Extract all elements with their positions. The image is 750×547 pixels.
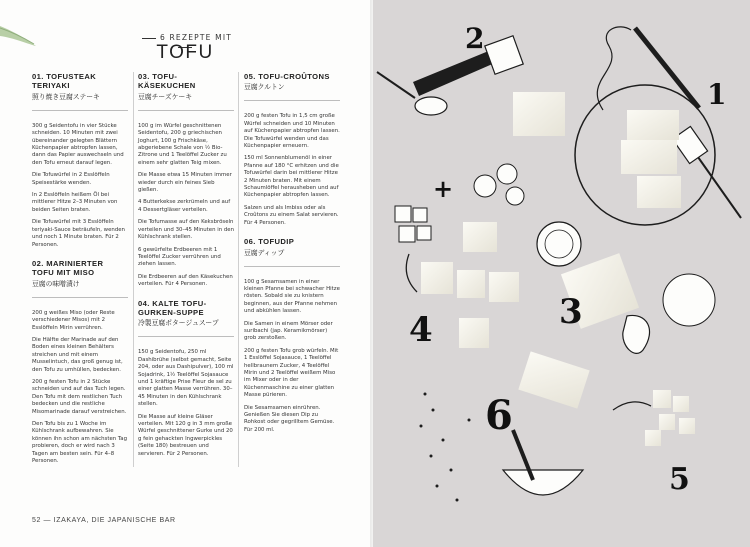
mortar-bowl-drawing: [503, 430, 583, 495]
tofu-pieces-pan: [513, 92, 681, 208]
recipe-step: 200 g festen Tofu grob würfeln. Mit 1 Esslöffel Sojasauce, 1 Teelöffel hellbraunem Zucker, 4 Teelöffel Mirin und 2 Teelöffel weißem Miso im Mixer oder in der Küchenmaschine zu einer glatten Masse pürieren.: [244, 347, 339, 399]
recipe-05: [244, 72, 340, 227]
recipe-title: 03. TOFU-KÄSEKUCHEN: [138, 72, 196, 91]
step-number-5: 5: [669, 462, 690, 497]
recipe-title: 02. MARINIERTER TOFU MIT MISO: [32, 258, 104, 278]
recipe-03: [138, 72, 234, 289]
header-kicker: 6 REZEPTE MIT: [130, 33, 240, 51]
recipe-step: 150 ml Sonnenblumenöl in einer Pfanne auf 180 °C erhitzen und die Tofuwürfel darin bei mittlerer Hitze 2 Minuten braten. Mit einem Schaumlöffel herausheben und auf Küchenpapier abtropfen lassen.: [244, 155, 339, 199]
divider: [138, 336, 234, 337]
recipe-step: 4 Butterkekse zerkrümeln und auf 4 Dessertgläser verteilen.: [138, 199, 231, 213]
recipe-step: Die Tofuwürfel in 2 Esslöffeln Speisestärke wenden.: [32, 172, 110, 186]
recipe-title: 04. KALTE TOFU-GURKEN-SUPPE: [138, 298, 207, 317]
recipe-step: Die Tofuwürfel mit 3 Esslöffeln teriyaki-Sauce beträufeln, wenden und noch 1 Minute braten. Für 2 Personen.: [32, 219, 125, 248]
recipe-step: 100 g Sesamsamen in einer kleinen Pfanne bei schwacher Hitze rösten. Sobald sie zu knistern beginnen, aus der Pfanne nehmen und abkühlen lassen.: [244, 278, 340, 315]
step-number-4: 4: [409, 310, 433, 350]
recipe-step: 200 g weißes Miso (oder Reste verschiedener Misos) mit 2 Esslöffeln Mirin verrühren.: [32, 309, 115, 331]
recipe-step: 100 g im Würfel geschnittenen Seidentofu, 200 g griechischen Joghurt, 100 g Frischkäse, abgeriebene Schale von ½ Bio-Zitrone und 1 Teelöffel Zucker zu einem sehr glatten Teig mixen.: [138, 122, 227, 166]
recipe-step: Den Tofu bis zu 1 Woche im Kühlschrank aufbewahren. Sie können ihn schon am nächsten Tag probieren, doch er wird nach 3 Tagen am besten sein. Für 4–8 Personen.: [32, 421, 128, 465]
recipe-step: Die Tofumasse auf den Keksbröseln verteilen und 30–45 Minuten in den Kühlschrank stellen.: [138, 219, 235, 241]
tofu-illustration: [373, 0, 750, 547]
left-page: [0, 0, 373, 547]
recipe-step: Die Masse auf kleine Gläser verteilen. Mit 120 g in 3 mm große Würfel geschnittener Gurke und 20 g fein gehackten Ingwerpickles (Seite 180) bestreuen und servieren. Für 2 Personen.: [138, 413, 233, 457]
page-title: TOFU: [156, 42, 214, 63]
step-number-6: 6: [485, 392, 513, 439]
recipe-04: [138, 299, 234, 459]
cracker-drawing: [663, 274, 715, 326]
column-1: [32, 72, 128, 475]
recipe-japanese-title: 冷製豆腐ポタージュスープ: [138, 319, 219, 328]
strawberry-drawing: [623, 315, 650, 353]
tofu-stack-drawing: [395, 206, 431, 242]
recipe-japanese-title: 豆腐チーズケーキ: [138, 92, 193, 101]
recipe-title: 01. TOFUSTEAK TERIYAKI: [32, 72, 97, 91]
recipe-japanese-title: 照り焼き豆腐ステーキ: [32, 92, 100, 101]
recipe-01: [32, 72, 128, 249]
recipe-japanese-title: 豆腐ディップ: [244, 248, 285, 257]
recipe-step: 6 gewürfelte Erdbeeren mit 1 Teelöffel Zucker verrühren und ziehen lassen.: [138, 246, 221, 268]
right-page-photo: [373, 0, 750, 547]
step-number-1: 1: [707, 78, 727, 111]
recipe-step: 200 g festen Tofu in 1,5 cm große Würfel schneiden und 10 Minuten auf Küchenpapier abtropfen lassen. Die Tofuwürfel wenden und das Küchenpapier erneuern.: [244, 113, 340, 150]
recipe-step: Salzen und als Imbiss oder als Croûtons zu einem Salat servieren. Für 4 Personen.: [244, 204, 339, 226]
divider: [244, 100, 340, 101]
column-3: [244, 72, 340, 444]
plus-sign: +: [433, 174, 454, 203]
steam-swirl-drawing: [597, 27, 631, 110]
cucumber-slices-drawing: [474, 164, 524, 205]
sesame-seeds-drawing: [420, 393, 471, 502]
step-number-3: 3: [559, 292, 583, 332]
recipe-japanese-title: 豆腐の味噌漬け: [32, 279, 80, 288]
recipe-step: 200 g festen Tofu in 2 Stücke schneiden und auf das Tuch legen. Den Tofu mit dem restlichen Tuch bedecken und die restliche Misomarinade darauf verstreichen.: [32, 378, 127, 415]
recipe-step: Die Sesamsamen einrühren. Genießen Sie diesen Dip zu Rohkost oder gegrilltem Gemüse. Für 200 ml.: [244, 404, 335, 433]
leek-decoration: [0, 22, 40, 52]
recipe-title: 06. TOFUDIP: [244, 237, 295, 247]
divider: [32, 297, 128, 298]
tofu-cubes: [421, 222, 639, 409]
recipe-06: [244, 237, 340, 434]
column-divider: [133, 72, 134, 467]
column-divider: [238, 72, 239, 467]
recipe-step: 300 g Seidentofu in vier Stücke schneiden. 10 Minuten mit zwei übereinander gelegten Blättern Küchenpapier abtropfen lassen, dann das Papier auswechseln und den Tofu erneut darauf legen.: [32, 122, 124, 166]
divider: [244, 266, 340, 267]
recipe-step: In 2 Esslöffeln heißem Öl bei mittlerer Hitze 2–3 Minuten von beiden Seiten braten.: [32, 192, 118, 213]
tofu-dice: [645, 390, 695, 446]
recipe-step: 150 g Seidentofu, 250 ml Dashibrühe (selbst gemacht, Seite 204, oder aus Dashipulver), 100 ml Sojadrink, 1½ Teelöffel Sojasauce und 1 kräftige Prise Fleur de sel zu einer glatten Masse verrühren. 30–45 Minuten in den Kühlschrank stellen.: [138, 349, 234, 408]
recipe-japanese-title: 豆腐クルトン: [244, 83, 285, 92]
lemon-drawing: [537, 222, 581, 266]
divider: [138, 110, 234, 111]
page-footer: 52 — IZAKAYA, DIE JAPANISCHE BAR: [32, 517, 176, 524]
recipe-step: Die Erdbeeren auf den Käsekuchen verteilen. Für 4 Personen.: [138, 273, 233, 288]
recipe-02: [32, 259, 128, 466]
step-number-2: 2: [465, 22, 485, 55]
recipe-title: 05. TOFU-CROÛTONS: [244, 72, 330, 81]
recipe-step: Die Hälfte der Marinade auf den Boden eines kleinen Behälters streichen und mit einem Musselintuch, das groß genug ist, den Tofu zu umhüllen, bedecken.: [32, 336, 123, 373]
recipe-step: Die Masse etwa 15 Minuten immer wieder durch ein feines Sieb gießen.: [138, 172, 232, 194]
divider: [32, 110, 128, 111]
recipe-step: Die Samen in einem Mörser oder suribachi (jap. Keramikmörser) grob zerstoßen.: [244, 320, 333, 342]
column-2: [138, 72, 234, 468]
